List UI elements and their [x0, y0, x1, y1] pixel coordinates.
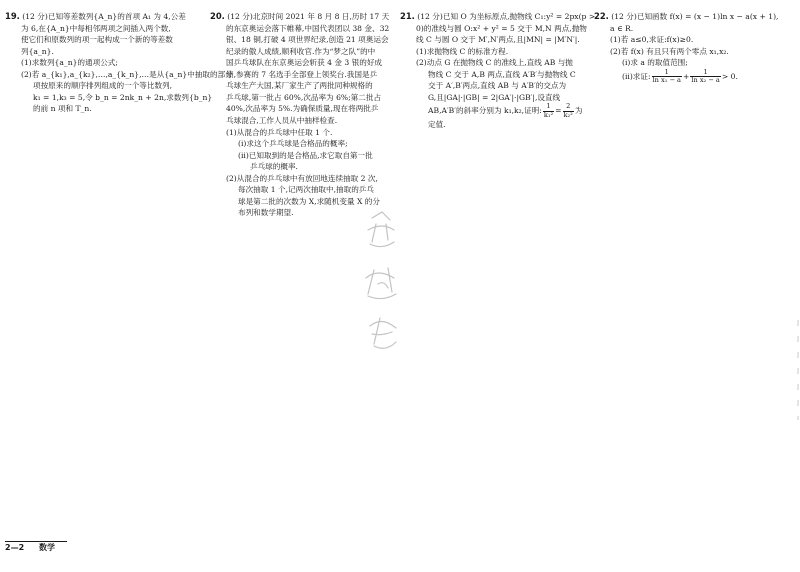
part-2: (2)动点 G 在抛物线 C 的准线上,直线 AB 与抛 [416, 58, 573, 68]
question-text: a ∈ R. [610, 23, 634, 33]
fraction [652, 69, 682, 85]
fraction-numerator: 1 [543, 103, 554, 111]
part-2-text: 为 [574, 106, 583, 116]
question-text: (12 分)已知函数 f(x) = (x − 1)ln x − a(x + 1), [611, 12, 779, 21]
question-text: 绩,参赛的 7 名选手全部登上领奖台.我国是乒 [226, 69, 378, 79]
question-text: 0)的准线与圆 O:x² + y² = 5 交于 M,N 两点,抛物 [416, 23, 587, 33]
question-text: 为 6,在{A_n}中每相邻两项之间插入两个数, [21, 23, 171, 33]
subject-label: 数学 [39, 543, 55, 552]
part-2-text: 物线 C 交于 A,B 两点,直线 A′B′与抛物线 C [428, 69, 576, 79]
fraction [690, 69, 720, 85]
part-2-text: G,且|GA|·|GB| = 2|GA′|·|GB′|,设直线 [428, 92, 561, 102]
part-2: (2)若 f(x) 有且只有两个零点 x₁,x₂. [610, 46, 729, 56]
question-text: (12 分)已知等差数列{A_n}的首项 A₁ 为 4,公差 [22, 12, 186, 21]
part-1-i: (ⅰ)求这个乒乓球是合格品的概率; [238, 139, 348, 149]
part-2-text: 的前 n 项和 T_n. [33, 104, 92, 114]
part-2: (2)若 a_{k₁},a_{k₂},…,a_{k_n},…是从{a_n}中抽取的部分 [21, 69, 233, 79]
part-2-text [400, 103, 588, 119]
question-number: 22. [594, 11, 609, 21]
question-text: 银、18 铜,打破 4 项世界纪录,创造 21 项奥运会 [226, 35, 389, 45]
part-2-ii [594, 69, 794, 85]
fraction-numerator: 1 [690, 69, 720, 77]
scan-edge-mark [796, 320, 800, 420]
part-2-text: AB,A′B′的斜率分别为 k₁,k₂,证明: [428, 106, 542, 116]
page-footer [5, 541, 67, 555]
question-number: 20. [210, 11, 225, 21]
part-1: (1)求抛物线 C 的标准方程. [416, 46, 509, 56]
part-1: (1)若 a≤0,求证:f(x)≥0. [610, 35, 694, 45]
part-1-ii: (ⅱ)已知取到的是合格品,求它取自第一批 [238, 150, 373, 160]
question-20 [210, 10, 396, 219]
question-text: (12 分)北京时间 2021 年 8 月 8 日,历时 17 天 [227, 12, 390, 21]
part-1-ii-text: 乒乓球的概率. [250, 162, 298, 172]
question-text: 乓球混合,工作人员从中抽样检查. [226, 116, 338, 126]
part-2-text: 每次抽取 1 个,记两次抽取中,抽取的乒乓 [238, 185, 374, 195]
plus-sign: + [683, 71, 690, 81]
question-text: (12 分)已知 O 为坐标原点,抛物线 C₁:y² = 2px(p > [417, 12, 596, 21]
question-22 [594, 10, 794, 84]
part-2-text: k₁ = 1,k₃ = 5,令 b_n = 2nk_n + 2n,求数列{b_n} [33, 92, 213, 102]
question-text: 乒乓球,第一批占 60%,次品率为 6%;第二批占 [226, 92, 382, 102]
question-text: 线 C 与圆 O 交于 M′,N′两点,且|MN| = |M′N′|. [416, 35, 580, 45]
part-1: (1)求数列{a_n}的通项公式; [21, 58, 118, 68]
question-text: 列{a_n}. [21, 46, 54, 56]
question-text: 纪录的傲人成绩,顺利收官.作为“梦之队”的中 [226, 46, 376, 56]
fraction-denominator: k₂² [563, 110, 573, 119]
fraction-denominator: ln x₂ − a [691, 76, 720, 85]
question-text: 乓球生产大国,某厂家生产了两批同种规格的 [226, 81, 373, 91]
question-text: 的东京奥运会落下帷幕,中国代表团以 38 金、32 [226, 23, 390, 33]
fraction-denominator: ln x₁ − a [652, 76, 681, 85]
part-2-ii-label: (ⅱ)求证: [622, 71, 651, 81]
part-2-text: 项按原来的顺序排列组成的一个等比数列, [33, 81, 173, 91]
part-2-text: 定值. [428, 119, 446, 129]
question-21 [400, 10, 596, 131]
fraction-numerator: 1 [652, 69, 682, 77]
equals-sign: = [555, 106, 562, 116]
fraction-denominator: k₁² [543, 110, 554, 119]
inequality: > 0. [721, 71, 738, 81]
question-number: 19. [5, 11, 20, 21]
part-2-text: 布列和数学期望. [238, 208, 294, 218]
question-number: 21. [400, 11, 415, 21]
part-2-i: (ⅰ)求 a 的取值范围; [622, 58, 688, 68]
page-number: 2—2 [5, 543, 25, 552]
part-1: (1)从混合的乒乓球中任取 1 个. [226, 127, 333, 137]
question-text: 使它们和原数列的项一起构成一个新的等差数 [21, 35, 173, 45]
fraction-numerator: 2 [563, 103, 574, 111]
handwritten-stamp [350, 200, 410, 360]
fraction [543, 103, 554, 119]
fraction [563, 103, 574, 119]
part-2-text: 交于 A′,B′两点,直线 AB 与 A′B′的交点为 [428, 81, 567, 91]
question-text: 40%,次品率为 5%.为确保质量,现在将两批乒 [226, 104, 379, 114]
part-2-text: 球是第二批的次数为 X,求随机变量 X 的分 [238, 196, 380, 206]
question-text: 国乒乓球队在东京奥运会斩获 4 金 3 银的好成 [226, 58, 383, 68]
part-2: (2)从混合的乒乓球中有放回地连续抽取 2 次, [226, 173, 378, 183]
